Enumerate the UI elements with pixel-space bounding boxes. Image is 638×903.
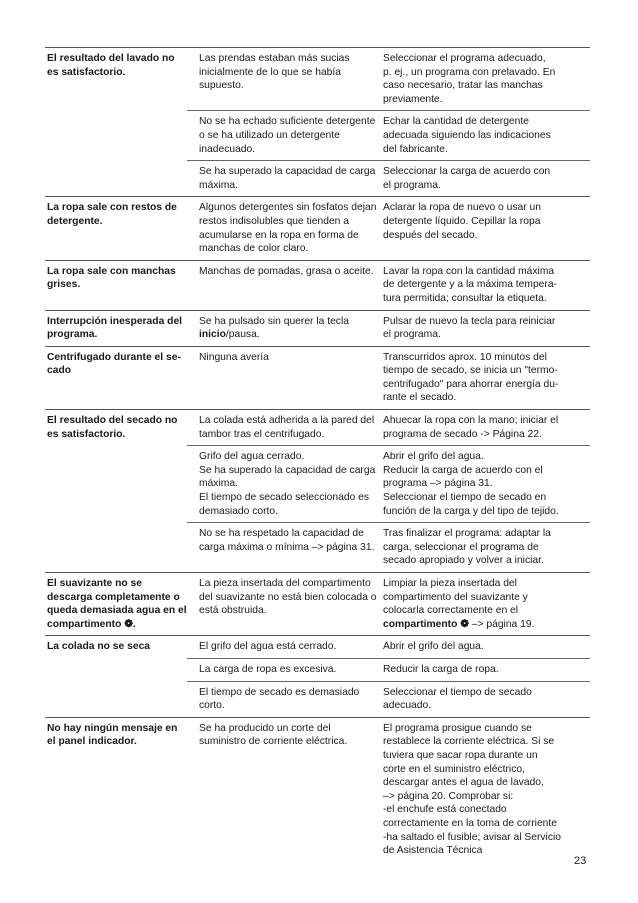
remedy-line: Seleccionar el tiempo de secado en xyxy=(383,492,547,504)
remedy-line: programa –> página 31. xyxy=(383,478,493,490)
problem-line: es satisfactorio. xyxy=(47,428,126,440)
problem-line: Centrifugado durante el se- xyxy=(47,351,181,363)
cause-line: máxima. xyxy=(199,179,238,191)
cause-line: supuesto. xyxy=(199,80,244,92)
cause-cell xyxy=(187,718,383,862)
problem-cell xyxy=(45,347,187,409)
remedy-line: previamente. xyxy=(383,93,443,105)
page-number: 23 xyxy=(574,855,587,867)
table-group xyxy=(45,636,590,717)
remedy-line: después del secado. xyxy=(383,229,478,241)
remedy-cell xyxy=(383,410,590,445)
cause-cell xyxy=(187,410,383,445)
problem-line: es satisfactorio. xyxy=(47,66,126,78)
cause-line: demasiado corto. xyxy=(199,505,278,517)
problem-line: descarga completamente o xyxy=(47,591,180,603)
remedy-cell xyxy=(383,659,590,681)
remedy-cell xyxy=(383,347,590,409)
problem-line: el panel indicador. xyxy=(47,736,137,748)
remedy-line: -ha saltado el fusible; avisar al Servicio xyxy=(383,831,561,843)
remedy-line: Aclarar la ropa de nuevo o usar un xyxy=(383,202,541,214)
remedy-line: corte en el suministro eléctrico, xyxy=(383,763,525,775)
table-row xyxy=(187,347,590,409)
table-group xyxy=(45,261,590,311)
cause-line: Las prendas estaban más sucias xyxy=(199,53,350,64)
table-group xyxy=(45,573,590,636)
remedy-line: Seleccionar la carga de acuerdo con xyxy=(383,166,551,178)
table-group xyxy=(45,347,590,410)
cause-line: Se ha producido un corte del xyxy=(199,722,331,734)
remedy-line: compartimento del suavizante y xyxy=(383,591,528,603)
table-row xyxy=(187,110,590,160)
remedy-page-ref: –> página 19. xyxy=(468,618,535,630)
problem-cell xyxy=(45,410,187,572)
cause-line xyxy=(199,328,373,342)
cause-cell xyxy=(187,111,383,160)
remedy-line: función de la carga y del tipo de tejido. xyxy=(383,505,559,517)
cause-cell xyxy=(187,48,383,110)
cause-cell xyxy=(187,523,383,572)
problem-line: queda demasiada agua en el xyxy=(47,605,187,617)
cause-line: suministro de corriente eléctrica. xyxy=(199,736,348,748)
cause-line: restos indisolubles que tienden a xyxy=(199,215,349,227)
remedy-cell xyxy=(383,636,590,658)
cause-line: La pieza insertada del compartimento xyxy=(199,578,371,589)
problem-line xyxy=(47,618,181,632)
softener-compartment-icon: ❁ xyxy=(460,618,469,630)
remedy-line: tura permitida; consultar la etiqueta. xyxy=(383,292,547,304)
remedy-line: Echar la cantidad de detergente xyxy=(383,116,529,128)
table-row xyxy=(187,718,590,862)
remedy-line: Seleccionar el programa adecuado, xyxy=(383,53,546,64)
cause-line: Ninguna avería xyxy=(199,351,269,363)
remedy-line: Lavar la ropa con la cantidad máxima xyxy=(383,265,555,277)
cause-line: La colada está adherida a la pared del xyxy=(199,415,375,427)
remedy-line: Ahuecar la ropa con la mano; iniciar el xyxy=(383,415,559,427)
remedy-line: carga, seleccionar el programa de xyxy=(383,541,539,553)
cause-line: Se ha pulsado sin querer la tecla xyxy=(199,315,349,327)
table-row xyxy=(187,197,590,259)
remedy-line: de detergente y a la máxima tempera- xyxy=(383,279,557,291)
remedy-line: el programa. xyxy=(383,179,441,191)
remedy-cell xyxy=(383,197,590,259)
remedy-line: tuviera que sacar ropa durante un xyxy=(383,749,538,761)
remedy-line: adecuada siguiendo las indicaciones xyxy=(383,129,551,141)
table-row xyxy=(187,311,590,346)
problem-cell xyxy=(45,311,187,346)
remedy-line: el programa. xyxy=(383,329,441,341)
problem-line: La ropa sale con restos de xyxy=(47,202,177,214)
cause-line: No se ha echado suficiente detergente xyxy=(199,116,376,128)
cause-line: tambor tras el centrifugado. xyxy=(199,428,325,440)
cause-cell xyxy=(187,347,383,409)
remedy-cell xyxy=(383,48,590,110)
remedy-line: colocarla correctamente en el xyxy=(383,605,519,617)
problem-line: La ropa sale con manchas xyxy=(47,265,176,277)
problem-cell xyxy=(45,636,187,716)
remedy-line: Reducir la carga de ropa. xyxy=(383,663,499,675)
table-row xyxy=(187,522,590,572)
cause-cell xyxy=(187,261,383,310)
remedy-line: caso necesario, tratar las manchas xyxy=(383,80,543,92)
problem-line: El resultado del lavado no xyxy=(47,53,175,64)
remedy-line: Abrir el grifo del agua. xyxy=(383,451,484,463)
problem-cell xyxy=(45,197,187,259)
problem-line: La colada no se seca xyxy=(47,641,151,653)
remedy-line: -el enchufe está conectado xyxy=(383,804,507,816)
cause-cell xyxy=(187,573,383,635)
cause-cell xyxy=(187,636,383,658)
table-row xyxy=(187,410,590,445)
cause-line: máxima. xyxy=(199,478,238,490)
problem-line: cado xyxy=(47,365,72,377)
cause-line: o se ha utilizado un detergente xyxy=(199,129,340,141)
table-group xyxy=(45,311,590,347)
problem-line: grises. xyxy=(47,279,81,291)
remedy-line: Limpiar la pieza insertada del xyxy=(383,578,517,589)
key-name-start-pause: inicio xyxy=(199,329,226,341)
cause-line: El tiempo de secado seleccionado es xyxy=(199,492,370,504)
cause-line: El tiempo de secado es demasiado xyxy=(199,686,360,698)
cause-line: del suavizante no está bien colocada o xyxy=(199,591,377,603)
table-row xyxy=(187,658,590,681)
table-row xyxy=(187,48,590,110)
table-row xyxy=(187,636,590,658)
problem-cell xyxy=(45,48,187,196)
table-group xyxy=(45,48,590,197)
remedy-line: de Asistencia Técnica xyxy=(383,845,483,857)
remedy-line: rante el secado. xyxy=(383,392,457,404)
remedy-line: restablece la corriente eléctrica. Si se xyxy=(383,736,555,748)
remedy-line: –> página 20. Comprobar si: xyxy=(383,790,514,802)
cause-line: Manchas de pomadas, grasa o aceite. xyxy=(199,265,374,277)
table-group xyxy=(45,718,590,862)
cause-line: La carga de ropa es excesiva. xyxy=(199,663,337,675)
remedy-line: Pulsar de nuevo la tecla para reiniciar xyxy=(383,315,556,327)
problem-line: No hay ningún mensaje en xyxy=(47,722,178,734)
remedy-cell xyxy=(383,573,590,635)
cause-cell xyxy=(187,161,383,196)
problem-word: compartimento xyxy=(47,618,122,630)
cause-cell xyxy=(187,446,383,522)
table-row xyxy=(187,445,590,522)
problem-line: detergente. xyxy=(47,215,103,227)
cause-line: inicialmente de lo que se había xyxy=(199,66,341,78)
remedy-line: p. ej., un programa con prelavado. En xyxy=(383,66,556,78)
problem-line: El suavizante no se xyxy=(47,578,142,589)
problem-line: Interrupción inesperada del xyxy=(47,315,183,327)
troubleshooting-table xyxy=(45,47,590,862)
remedy-cell xyxy=(383,161,590,196)
cause-cell xyxy=(187,197,383,259)
table-row xyxy=(187,160,590,196)
problem-cell xyxy=(45,718,187,862)
remedy-line: correctamente en la toma de corriente xyxy=(383,817,557,829)
cause-suffix: /pausa. xyxy=(225,329,260,341)
cause-line: Se ha superado la capacidad de carga xyxy=(199,166,376,178)
remedy-line: Seleccionar el tiempo de secado xyxy=(383,686,532,698)
remedy-line: programa de secado -> Página 22. xyxy=(383,428,542,440)
cause-line: Grifo del agua cerrado. xyxy=(199,451,305,463)
cause-cell xyxy=(187,682,383,717)
cause-line: acumularse en la ropa en forma de xyxy=(199,229,359,241)
remedy-line: detergente líquido. Cepillar la ropa xyxy=(383,215,541,227)
problem-cell xyxy=(45,573,187,635)
cause-line: inadecuado. xyxy=(199,143,256,155)
remedy-line: tiempo de secado, se inicia un "termo- xyxy=(383,365,558,377)
cause-cell xyxy=(187,659,383,681)
remedy-line: del fabricante. xyxy=(383,143,448,155)
remedy-line: centrifugado" para ahorrar energía du- xyxy=(383,378,559,390)
remedy-cell xyxy=(383,523,590,572)
table-group xyxy=(45,197,590,260)
cause-line: El grifo del agua está cerrado. xyxy=(199,641,337,653)
problem-line: programa. xyxy=(47,329,98,341)
table-row xyxy=(187,681,590,717)
cause-line: carga máxima o mínima –> página 31. xyxy=(199,541,375,553)
problem-line: El resultado del secado no xyxy=(47,415,178,427)
remedy-cell xyxy=(383,446,590,522)
table-row xyxy=(187,573,590,635)
remedy-line: Reducir la carga de acuerdo con el xyxy=(383,464,543,476)
cause-line: manchas de color claro. xyxy=(199,243,309,255)
remedy-bold-word: compartimento xyxy=(383,618,458,630)
remedy-cell xyxy=(383,261,590,310)
table-row xyxy=(187,261,590,310)
cause-line: está obstruida. xyxy=(199,605,267,617)
remedy-line: Abrir el grifo del agua. xyxy=(383,641,484,653)
remedy-line: adecuado. xyxy=(383,700,432,712)
table-group xyxy=(45,410,590,573)
problem-punct: . xyxy=(132,618,136,630)
remedy-line: El programa prosigue cuando se xyxy=(383,722,532,734)
remedy-line: descargar antes el agua de lavado, xyxy=(383,777,544,789)
remedy-line: Transcurridos aprox. 10 minutos del xyxy=(383,351,547,363)
softener-compartment-icon: ❁ xyxy=(124,618,133,630)
remedy-cell xyxy=(383,718,590,862)
problem-cell xyxy=(45,261,187,310)
remedy-line xyxy=(383,618,588,632)
remedy-cell xyxy=(383,111,590,160)
cause-line: Algunos detergentes sin fosfatos dejan xyxy=(199,202,377,214)
cause-line: corto. xyxy=(199,700,225,712)
remedy-cell xyxy=(383,682,590,717)
remedy-line: Tras finalizar el programa: adaptar la xyxy=(383,528,551,540)
remedy-cell xyxy=(383,311,590,346)
remedy-line: secado apropiado y volver a iniciar. xyxy=(383,555,544,567)
cause-cell xyxy=(187,311,383,346)
cause-line: Se ha superado la capacidad de carga xyxy=(199,464,376,476)
cause-line: No se ha respetado la capacidad de xyxy=(199,528,364,540)
